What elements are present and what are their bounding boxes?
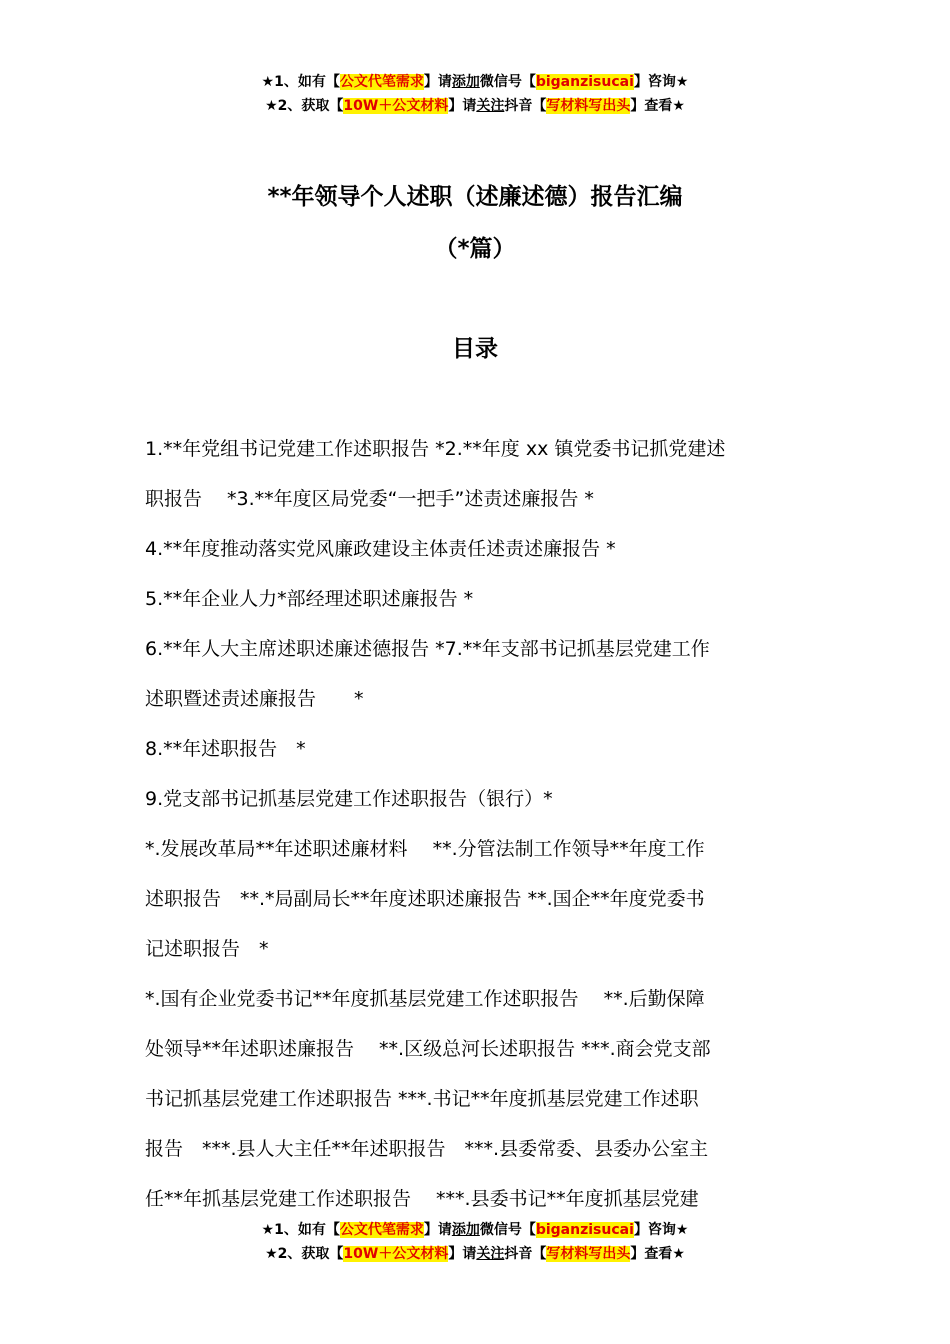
banner-highlight: 公文代笔需求 <box>339 1222 424 1238</box>
banner-text: 】请 <box>448 98 477 114</box>
banner-line-1 <box>0 1218 950 1242</box>
banner-text: 抖音【 <box>504 98 547 114</box>
toc-line: 报告 ***.县人大主任**年述职报告 ***.县委常委、县委办公室主 <box>145 1138 709 1160</box>
header-banner <box>0 70 950 118</box>
banner-text: 抖音【 <box>504 1246 547 1262</box>
banner-underlined-text: 添加 <box>451 74 480 90</box>
toc-line: 任**年抓基层党建工作述职报告 ***.县委书记**年度抓基层党建 <box>145 1188 699 1210</box>
banner-text: ★1、如有【 <box>261 74 340 90</box>
banner-text: 微信号【 <box>479 1222 536 1238</box>
banner-text: 】查看★ <box>630 98 685 114</box>
document-subtitle: （*篇） <box>434 236 516 262</box>
toc-line: 述职报告 **.*局副局长**年度述职述廉报告 **.国企**年度党委书 <box>145 888 705 910</box>
footer-banner <box>0 1218 950 1266</box>
toc-heading: 目录 <box>452 336 498 362</box>
banner-underlined-text: 关注 <box>476 98 505 114</box>
banner-highlight: 10W＋公文材料 <box>343 1246 449 1262</box>
toc-line: 书记抓基层党建工作述职报告 ***.书记**年度抓基层党建工作述职 <box>145 1088 699 1110</box>
banner-line-2 <box>0 1242 950 1266</box>
toc-line: 8.**年述职报告 * <box>145 738 306 760</box>
banner-text: ★1、如有【 <box>261 1222 340 1238</box>
banner-line-2 <box>0 94 950 118</box>
banner-highlight: biganzisucai <box>535 74 634 90</box>
toc-line: 5.**年企业人力*部经理述职述廉报告 * <box>145 588 474 610</box>
banner-text: ★2、获取【 <box>265 1246 344 1262</box>
table-of-contents <box>145 424 810 1224</box>
banner-highlight: biganzisucai <box>535 1222 634 1238</box>
banner-text: 】咨询★ <box>633 74 689 90</box>
banner-highlight: 10W＋公文材料 <box>343 98 449 114</box>
banner-line-1 <box>0 70 950 94</box>
toc-line: 6.**年人大主席述职述廉述德报告 *7.**年支部书记抓基层党建工作 <box>145 638 710 660</box>
banner-text: 】查看★ <box>630 1246 685 1262</box>
banner-text: ★2、获取【 <box>265 98 344 114</box>
banner-text: 】请 <box>448 1246 477 1262</box>
banner-underlined-text: 添加 <box>451 1222 480 1238</box>
toc-line: 职报告 *3.**年度区局党委“一把手”述责述廉报告 * <box>145 488 594 510</box>
toc-line: 记述职报告 * <box>145 938 269 960</box>
toc-line: *.国有企业党委书记**年度抓基层党建工作述职报告 **.后勤保障 <box>145 988 705 1010</box>
toc-line: 9.党支部书记抓基层党建工作述职报告（银行）* <box>145 788 553 810</box>
toc-line: 述职暨述责述廉报告 * <box>145 688 364 710</box>
banner-underlined-text: 关注 <box>476 1246 505 1262</box>
banner-highlight: 公文代笔需求 <box>339 74 424 90</box>
banner-text: 】请 <box>423 74 452 90</box>
toc-line: *.发展改革局**年述职述廉材料 **.分管法制工作领导**年度工作 <box>145 838 705 860</box>
banner-highlight: 写材料写出头 <box>546 98 631 114</box>
banner-highlight: 写材料写出头 <box>546 1246 631 1262</box>
document-title: **年领导个人述职（述廉述德）报告汇编 <box>267 184 683 210</box>
toc-line: 4.**年度推动落实党风廉政建设主体责任述责述廉报告 * <box>145 538 616 560</box>
toc-line: 处领导**年述职述廉报告 **.区级总河长述职报告 ***.商会党支部 <box>145 1038 711 1060</box>
toc-line: 1.**年党组书记党建工作述职报告 *2.**年度 xx 镇党委书记抓党建述 <box>145 438 726 460</box>
banner-text: 】请 <box>423 1222 452 1238</box>
banner-text: 】咨询★ <box>633 1222 689 1238</box>
banner-text: 微信号【 <box>479 74 536 90</box>
